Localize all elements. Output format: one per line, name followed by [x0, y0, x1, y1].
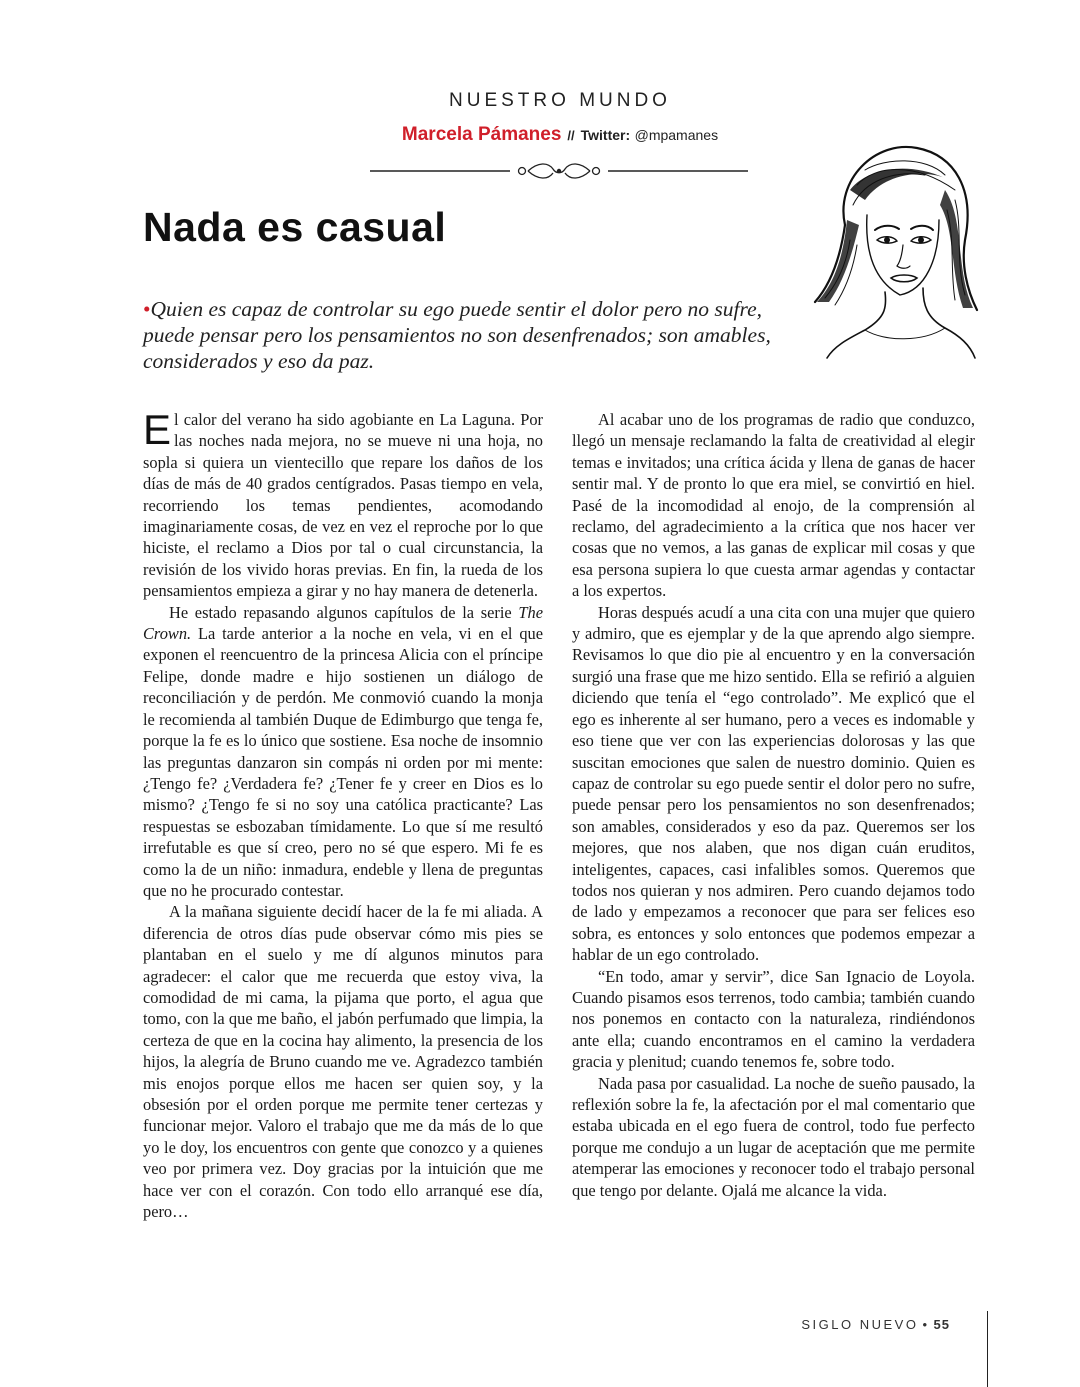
lead-text: Quien es capaz de controlar su ego puede sentir el dolor pero no sufre, puede pensar pero los pensamientos no son desenfrenados; son amables, considerados y eso da paz.: [143, 297, 771, 373]
footer-rule: [987, 1311, 988, 1387]
ornament-divider: [370, 160, 748, 182]
paragraph: “En todo, amar y servir”, dice San Ignacio de Loyola. Cuando pisamos esos terrenos, todo cambia; también cuando nos ponemos en contacto con la naturaleza, rindiéndonos ante ella; cuando encontramos en el camino la verdadera gracia y plenitud; cuando tenemos fe, sobre todo.: [572, 966, 975, 1072]
author-name: Marcela Pámanes: [401, 124, 562, 145]
byline-separator: //: [567, 128, 575, 143]
paragraph: Nada pasa por casualidad. La noche de sueño pausado, la reflexión sobre la fe, la afectación por el mal comentario que estaba ubicada en el ego fuera de control, todo fue perfecto porque me condujo a un lugar de aceptación que me permite atemperar las emociones y reconocer todo el trabajo personal que tengo por delante. Ojalá me alcance la vida.: [572, 1073, 975, 1200]
paragraph: A la mañana siguiente decidí hacer de la fe mi aliada. A diferencia de otros días pude observar cómo mis pies se plantaban en el suelo y me dí algunos minutos para agradecer: el calor que me recuerda que estoy viva, la comodidad de mi cama, la pijama que porto, el agua que tomo, con la que me baño, el jabón perfumado que limpia, la certeza de que en la cocina hay alimento, la presencia de los hijos, la alegría de Bruno cuando me ve. Agradezco también mis enojos porque ellos me hacen ser quien soy, y la obsesión por el orden porque me permite tener certezas y funcionar mejor. Valoro el trabajo que me da más de lo que yo le doy, los encuentros con gente que conozco y a quienes veo por primera vez. Doy gracias por la intuición que me hace ver con el corazón. Con todo ello arranqué ese día, pero…: [143, 902, 543, 1222]
paragraph-text: He estado repasando algunos capítulos de la serie: [169, 602, 519, 622]
drop-cap: E: [143, 406, 172, 453]
lead-bullet: •: [143, 297, 151, 321]
paragraph: [143, 602, 543, 902]
paragraph-text: l calor del verano ha sido agobiante en La Laguna. Por las noches nada mejora, no se mueve ni una hoja, no sopla si quiera un vientecillo que repare los daños de los días de más de 40 grados centígrados. Pasas tiempo en vela, recorriendo los temas pendientes, acomodando imaginariamente cosas, de vez en vez el reproche por lo que hiciste, el reclamo a Dios por tal o cual circunstancia, la revisión de los vivido horas previas. En fin, la rueda de los pensamientos empieza a girar y no hay manera de detenerla.: [143, 410, 543, 601]
page-number: 55: [933, 1317, 950, 1332]
twitter-handle[interactable]: @mpamanes: [634, 127, 719, 143]
column-left: [143, 406, 543, 1222]
section-title: NUESTRO MUNDO: [449, 90, 671, 111]
column-right: [572, 409, 975, 1201]
author-portrait: [805, 130, 985, 360]
headline: Nada es casual: [143, 204, 447, 250]
footer-dot: •: [922, 1317, 930, 1332]
paragraph: Horas después acudí a una cita con una mujer que quiero y admiro, que es ejemplar y de la que aprendo algo siempre. Revisamos lo que dio pie al encuentro y en la conversación surgió una frase que me hizo sentido. Ella se refirió a alguien diciendo que tenía el “ego controlado”. Me explicó que el ego es inherente al ser humano, pero a veces es indomable y eso tiene que ver con las experiencias dolorosas y las que suscitan emociones que salen de nuestro dominio. Quien es capaz de controlar su ego puede sentir el dolor pero no sufre, puede pensar pero los pensamientos no son desenfrenados; son amables, considerados y eso da paz. Queremos ser los mejores, que nos alaben, que nos digan cuán eruditos, inteligentes, capaces, casi infalibles somos. Queremos que todos nos quieran y nos admiren. Pero cuando dejamos todo de lado y empezamos a reconocer que para ser felices eso sobra, es entonces y solo entonces que podemos empezar a hablar de un ego controlado.: [572, 602, 975, 965]
page-footer: [801, 1317, 950, 1332]
paragraph: [143, 406, 543, 602]
lead-quote: [143, 296, 793, 374]
series-title: The Crown.: [143, 602, 543, 644]
twitter-label: Twitter:: [580, 127, 631, 143]
paragraph: Al acabar uno de los programas de radio que conduzco, llegó un mensaje reclamando la falta de creatividad al elegir temas e invitados; una crítica ácida y llena de ganas de hacer sentir mal. Y de pronto lo que era miel, se convirtió en hiel. Pasé de la incomodidad al enojo, de la comprensión al reclamo, del agradecimiento a la crítica que nos hacer ver cosas que no vemos, a las ganas de explicar mil cosas y que esa persona supiera lo que cuesta armar agendas y contactar a los expertos.: [572, 410, 975, 601]
paragraph-text: La tarde anterior a la noche en vela, vi en el que exponen el reencuentro de la princesa Alicia con el príncipe Felipe, donde madre e hijo sostienen un diálogo de reconciliación y de perdón. Me conmovió cuando la monja le recomienda al también Duque de Edimburgo que tenga fe, porque la fe es lo único que sostiene. Esa noche de insomnio las preguntas danzaron sin compás ni orden por mi mente: ¿Tengo fe? ¿Verdadera fe? ¿Tener fe y creer en Dios es lo mismo? ¿Tengo fe si no soy una católica practicante? Las respuestas se esbozaban tímidamente. Lo que sí me resultó irrefutable es que sí creo, pero no sé que espero. Mi fe es como la de un niño: inmadura, endeble y llena de preguntas que no he procurado contestar.: [143, 624, 543, 900]
publication-name: SIGLO NUEVO: [801, 1317, 919, 1332]
byline: [300, 124, 820, 146]
